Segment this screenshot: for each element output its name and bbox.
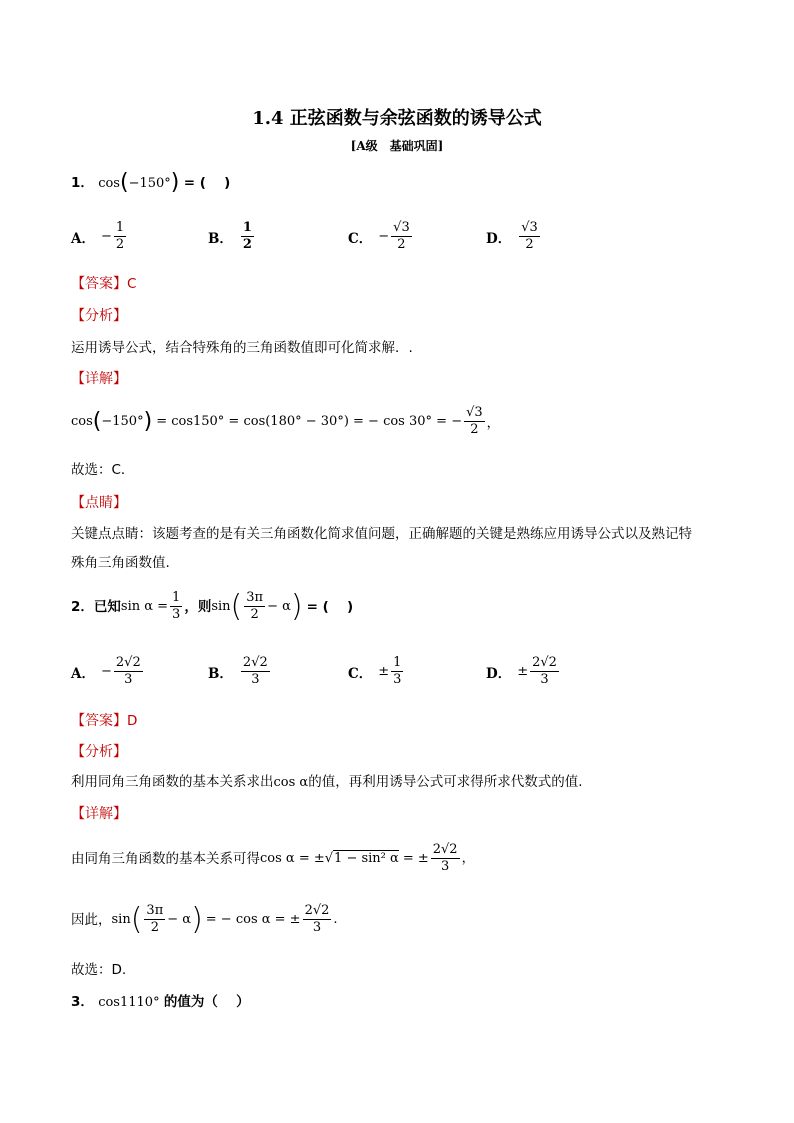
- question-tail: = ( ): [183, 175, 231, 191]
- math-fn: cos: [98, 176, 120, 191]
- fraction-den: 2: [115, 237, 125, 252]
- fraction-den: 3: [540, 672, 549, 687]
- analysis-text: 运用诱导公式，结合特殊角的三角函数值即可化简求解．.: [71, 340, 413, 356]
- math-end: ，: [486, 416, 500, 431]
- fraction-num: 1: [172, 590, 181, 605]
- fraction-den: 3: [251, 672, 260, 687]
- fraction-num: √3: [521, 220, 538, 235]
- option-sign: −: [100, 664, 112, 679]
- conclusion-text: 故选：D.: [71, 962, 127, 978]
- fraction: [170, 590, 182, 623]
- option-c: [348, 655, 405, 688]
- fraction: [144, 903, 165, 936]
- fraction-num: 1: [242, 220, 252, 235]
- option-label: A．: [71, 665, 95, 682]
- fraction-num: 2√2: [432, 842, 458, 857]
- fraction-num: 2√2: [532, 655, 557, 670]
- math-end: ，: [461, 850, 475, 866]
- fraction: [114, 655, 143, 688]
- analysis-tag: 【分析】: [71, 744, 127, 760]
- math-rest: − α: [267, 598, 291, 614]
- math-fn: sin: [111, 911, 131, 927]
- option-label: C．: [348, 230, 373, 247]
- question-lead: 已知: [93, 598, 121, 615]
- fraction: [464, 405, 485, 438]
- option-label: A．: [71, 230, 95, 247]
- fraction: [391, 655, 403, 688]
- detail-tag: 【详解】: [71, 806, 127, 822]
- detail-equation: cos ( −150° ) = cos150° = cos(180° − 30°) = − cos 30° = − $\frac{√3}{2}$ ，: [71, 405, 500, 437]
- option-a: [71, 220, 128, 253]
- fraction-num: √3: [466, 405, 483, 420]
- answer-tag: 【答案】: [71, 276, 127, 292]
- fraction: [303, 903, 332, 936]
- math-eq: = − cos α = ±: [205, 911, 301, 927]
- option-label: D．: [486, 665, 512, 682]
- math-arg: −150°: [128, 176, 171, 191]
- question-number: 2．: [71, 598, 94, 615]
- fraction-num: 2√2: [304, 903, 330, 918]
- option-label: B．: [208, 230, 233, 247]
- fraction-den: 3: [393, 672, 402, 687]
- question-number: 3．: [71, 994, 94, 1010]
- fraction: [431, 842, 460, 875]
- question-3-stem: [71, 992, 250, 1013]
- math-arg: −150°: [101, 414, 144, 429]
- option-sign: −: [100, 229, 112, 244]
- analysis-post: 的值，再利用诱导公式可求得所求代数式的值.: [308, 774, 583, 790]
- detail-pre: 由同角三角函数的基本关系可得: [71, 850, 260, 867]
- analysis-text: [71, 772, 583, 793]
- math-rest: − α: [167, 911, 192, 927]
- math-end: .: [333, 911, 338, 927]
- fraction-den: 2: [150, 920, 159, 935]
- fraction-num: √3: [393, 220, 410, 235]
- math-cond: sin α =: [120, 598, 169, 614]
- fraction-den: 2: [242, 237, 252, 252]
- math-chain: = cos150° = cos(180° − 30°) = − cos 30° = −: [156, 414, 463, 429]
- question-2-stem: 2． 已知 sin α = $\frac{1}{3}$ ，则 sin ( $\frac{3\pi}{2}$ − α ) = ( ): [71, 588, 354, 624]
- analysis-math: cos α: [273, 775, 309, 790]
- question-tail: 的值为（ ）: [163, 994, 250, 1010]
- sqrt-radicand: 1 − sin² α: [334, 850, 399, 866]
- option-label: D．: [486, 230, 512, 247]
- option-c: [348, 220, 414, 253]
- analysis-tag: 【分析】: [71, 308, 127, 324]
- fraction-den: 2: [525, 237, 534, 252]
- option-label: B．: [208, 665, 233, 682]
- comment-line-2: 殊角三角函数值.: [71, 555, 170, 571]
- option-label: C．: [348, 665, 373, 682]
- fraction-den: 3: [312, 920, 322, 935]
- option-sign: ±: [378, 664, 390, 679]
- page-subtitle: [A级 基础巩固]: [350, 139, 444, 153]
- fraction-num: 3π: [246, 590, 264, 605]
- fraction-den: 2: [470, 422, 479, 437]
- question-tail: = ( ): [306, 598, 354, 615]
- math-expr: cos1110°: [98, 995, 160, 1010]
- answer-value: C: [127, 276, 137, 292]
- question-number: 1．: [71, 175, 94, 191]
- answer-value: D: [127, 713, 138, 729]
- page-title: 1.4 正弦函数与余弦函数的诱导公式: [252, 108, 542, 129]
- fraction-num: 1: [393, 655, 402, 670]
- option-sign: ±: [517, 664, 529, 679]
- comment-tag: 【点睛】: [71, 495, 127, 511]
- fraction-den: 2: [397, 237, 406, 252]
- answer-tag: 【答案】: [71, 713, 127, 729]
- analysis-pre: 利用同角三角函数的基本关系求出: [71, 774, 274, 790]
- fraction: [391, 220, 412, 253]
- fraction: [244, 590, 265, 623]
- math-eq: = ±: [402, 850, 429, 866]
- detail-line-1: [71, 842, 475, 875]
- math-fn: sin: [211, 598, 231, 614]
- option-b: [208, 655, 272, 688]
- fraction-num: 2√2: [242, 655, 268, 670]
- fraction-den: 3: [172, 607, 181, 622]
- question-1-stem: 1． cos(−150°) = ( ): [71, 170, 231, 195]
- detail-tag: 【详解】: [71, 371, 127, 387]
- answer-line: [71, 710, 137, 731]
- fraction: [241, 220, 254, 253]
- detail-pre: 因此，: [71, 911, 112, 928]
- option-d: [486, 655, 561, 688]
- fraction-num: 3π: [146, 903, 164, 918]
- fraction-den: 3: [441, 859, 450, 874]
- fraction: [530, 655, 559, 688]
- question-mid: ，则: [184, 598, 212, 615]
- sqrt-expression: √1 − sin² α: [324, 850, 399, 866]
- fraction-den: 2: [250, 607, 259, 622]
- fraction-den: 3: [124, 672, 133, 687]
- math-chain: cos α = ±: [260, 850, 325, 866]
- fraction-num: 1: [115, 220, 125, 235]
- detail-line-2: 因此， sin ( $\frac{3\pi}{2}$ − α ) = − cos α = ± $\frac{2√2}{3}$ .: [71, 901, 338, 937]
- fraction-num: 2√2: [115, 655, 141, 670]
- fraction: [114, 220, 126, 253]
- option-b: [208, 220, 256, 253]
- option-a: [71, 655, 145, 688]
- option-d: [486, 220, 542, 253]
- answer-line: [71, 273, 136, 294]
- conclusion-text: 故选：C．: [71, 462, 135, 478]
- comment-line-1: 关键点点睛：该题考查的是有关三角函数化简求值问题，正确解题的关键是熟练应用诱导公式以及熟记特: [71, 526, 692, 542]
- math-fn: cos: [71, 414, 93, 429]
- fraction: [241, 655, 270, 688]
- option-sign: −: [378, 229, 390, 244]
- fraction: [519, 220, 540, 253]
